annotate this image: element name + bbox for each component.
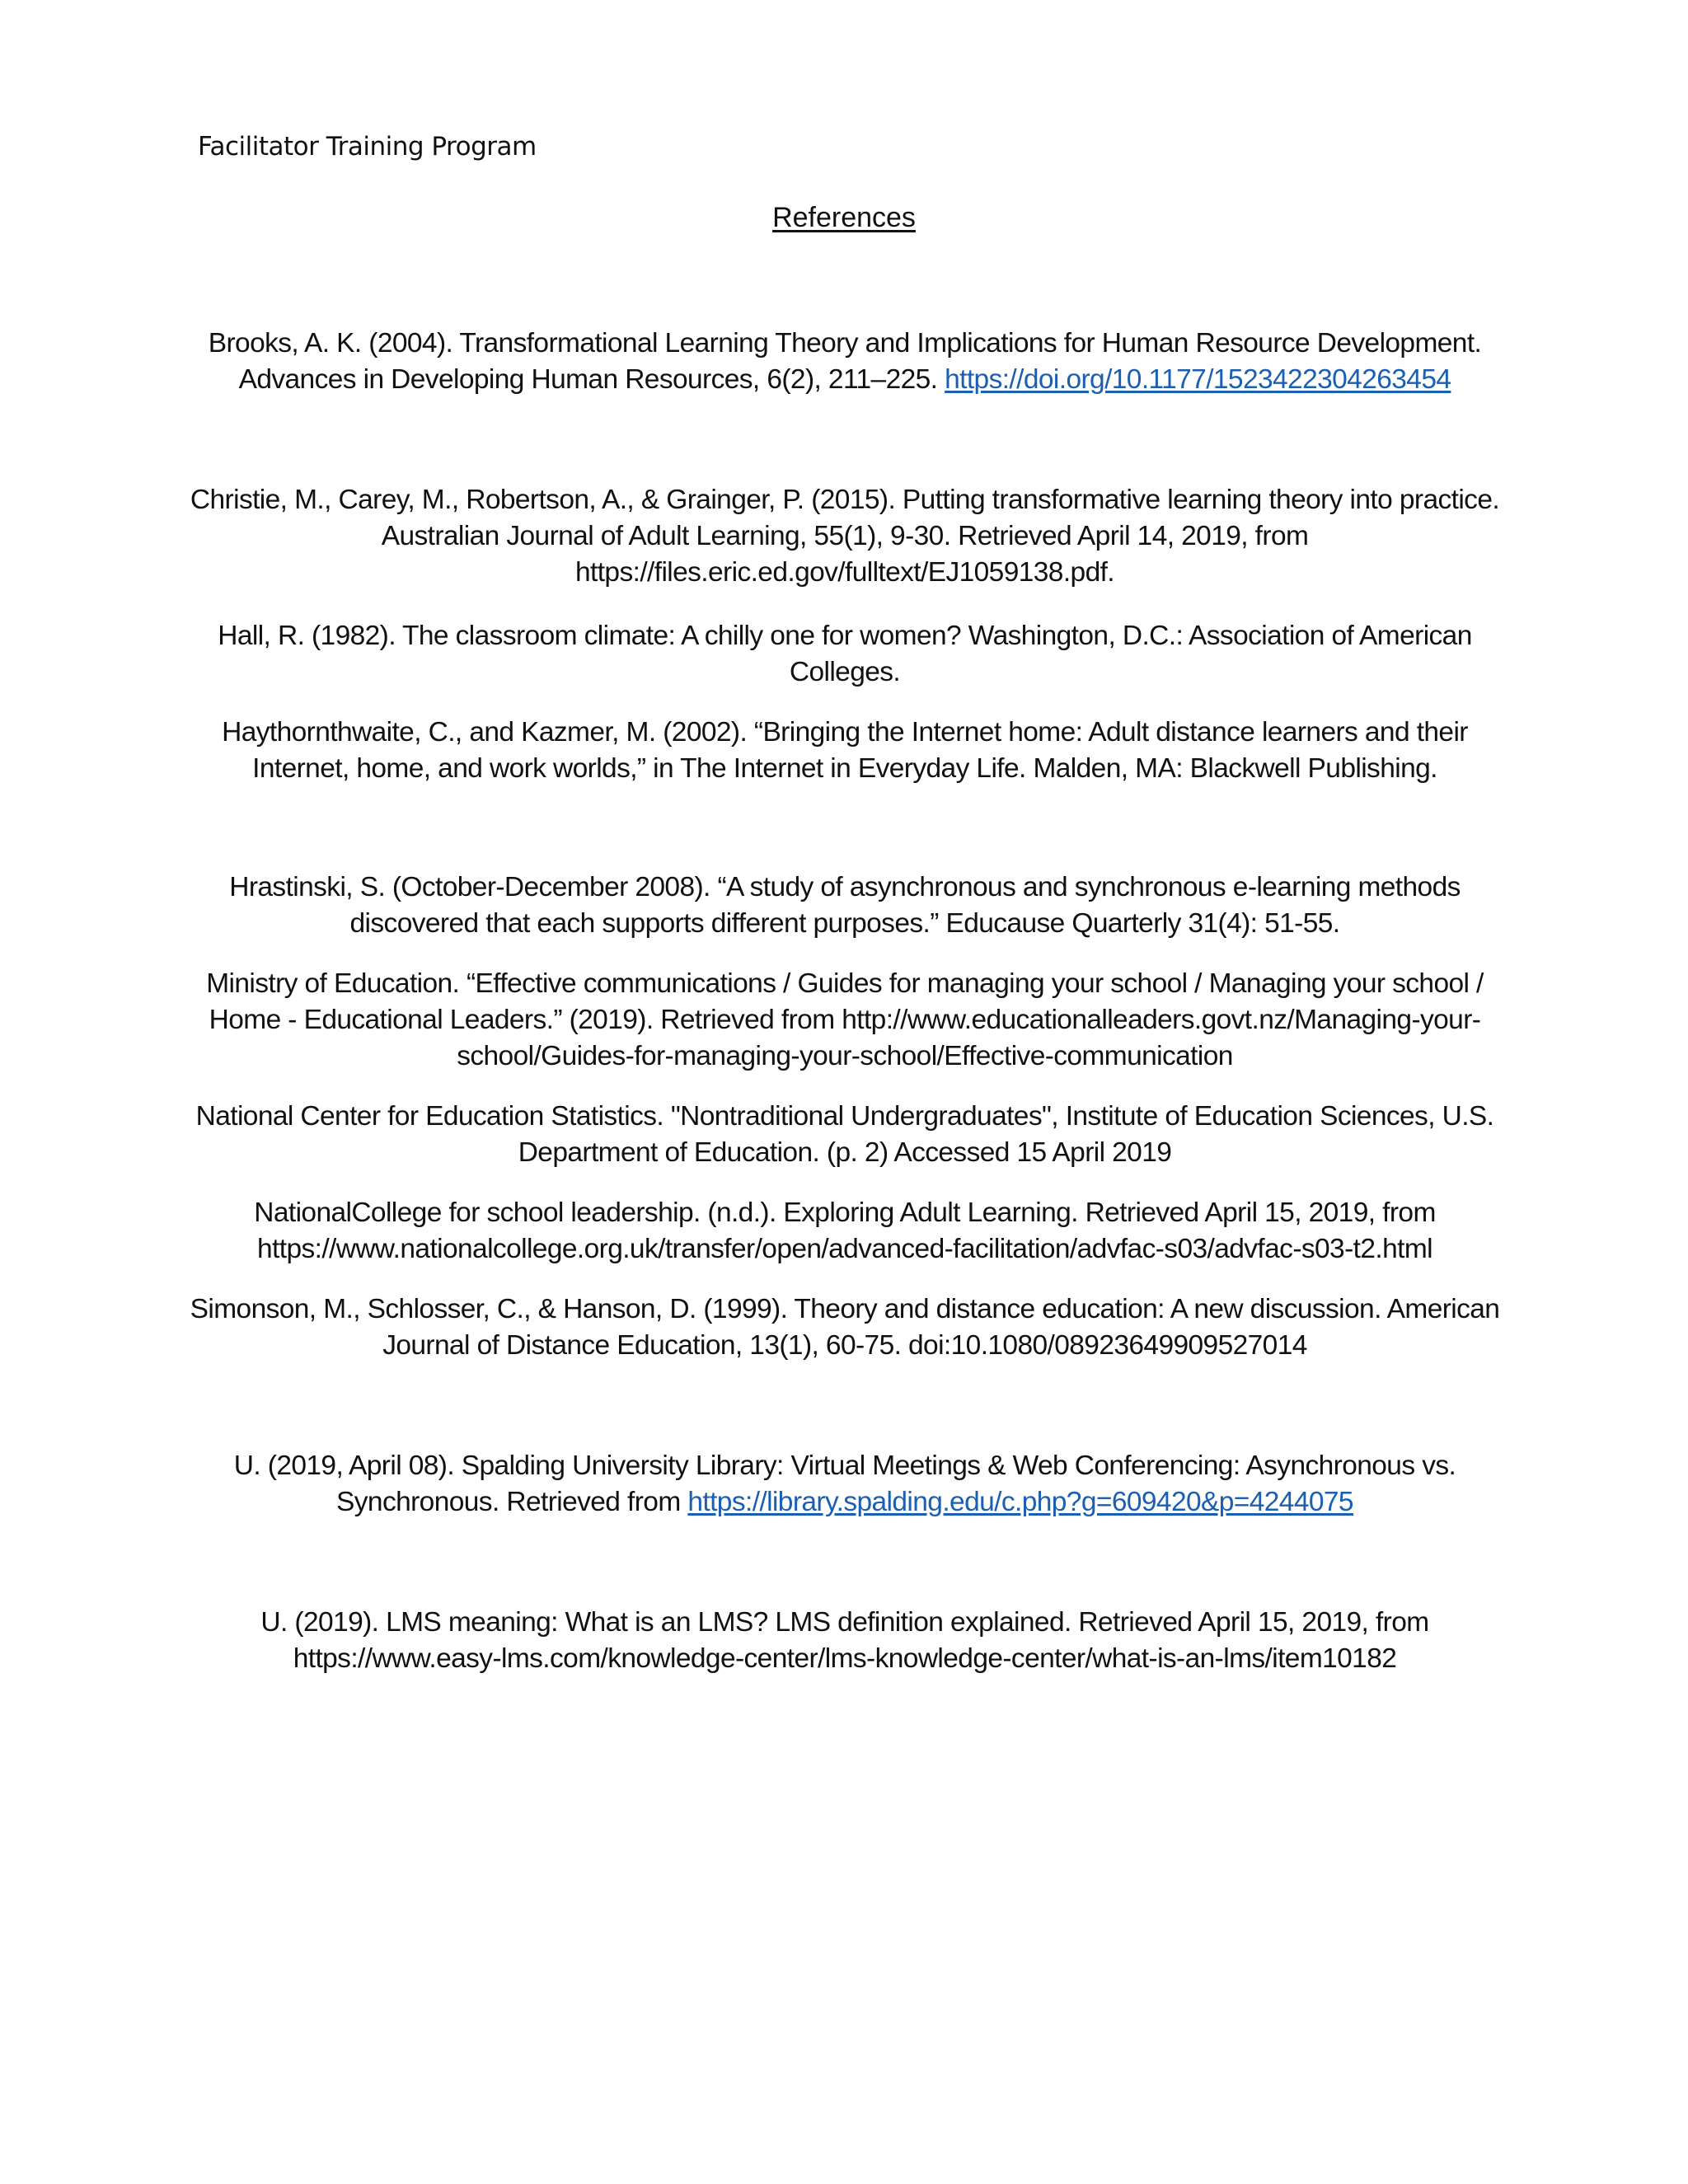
reference-item [190, 482, 1500, 591]
reference-link[interactable]: https://doi.org/10.1177/1523422304263454 [945, 364, 1451, 395]
reference-link[interactable]: https://library.spalding.edu/c.php?g=609420&p=4244075 [687, 1487, 1353, 1517]
page-title: References [772, 202, 916, 233]
reference-item [190, 1291, 1500, 1364]
reference-text: Haythornthwaite, C., and Kazmer, M. (2002). “Bringing the Internet home: Adult distance learners and their Internet, home, and work worlds,” in The Internet in Everyday Life. Malden, MA: Blackwell Publishing. [222, 717, 1468, 784]
reference-item [190, 869, 1500, 942]
page-header: Facilitator Training Program [198, 132, 537, 162]
reference-text: Hrastinski, S. (October-December 2008). “A study of asynchronous and synchronous e-learning methods discovered that each supports different purposes.” Educause Quarterly 31(4): 51-55. [229, 872, 1461, 939]
reference-item [190, 1605, 1500, 1677]
reference-text: Brooks, A. K. (2004). Transformational Learning Theory and Implications for Human Resource Development. Advances in Developing Human Resources, 6(2), 211–225. [208, 328, 1482, 395]
reference-text: Christie, M., Carey, M., Robertson, A., & Grainger, P. (2015). Putting transformative learning theory into practice. Australian Journal of Adult Learning, 55(1), 9-30. Retrieved April 14, 2019, from https://files.eric.ed.gov/fulltext/EJ1059138.pdf. [190, 485, 1500, 588]
reference-item [190, 1099, 1500, 1171]
reference-text: NationalCollege for school leadership. (n.d.). Exploring Adult Learning. Retrieved April 15, 2019, from https://www.nationalcollege.org.uk/transfer/open/advanced-facilitation/advfac-s03/advfac-s03-t2.html [254, 1197, 1436, 1264]
reference-text: National Center for Education Statistics. "Nontraditional Undergraduates", Institute of Education Sciences, U.S. Department of Education. (p. 2) Accessed 15 April 2019 [195, 1101, 1494, 1168]
reference-text: U. (2019). LMS meaning: What is an LMS? LMS definition explained. Retrieved April 15, 2019, from https://www.easy-lms.com/knowledge-center/lms-knowledge-center/what-is-an-lms/item10182 [260, 1607, 1429, 1674]
reference-text: U. (2019, April 08). Spalding University Library: Virtual Meetings & Web Conferencing: Asynchronous vs. Synchronous. Retrieved from [233, 1451, 1456, 1517]
reference-item [190, 715, 1500, 787]
reference-item [190, 966, 1500, 1075]
reference-item [190, 618, 1500, 691]
reference-item [190, 1195, 1500, 1268]
reference-text: Ministry of Education. “Effective communications / Guides for managing your school / Managing your school / Home - Educational Leaders.” (2019). Retrieved from http://www.educationalleaders.govt.nz/Managing-your-school/Guides-for-managing-your-school/Effective-communication [206, 968, 1484, 1071]
reference-text: Simonson, M., Schlosser, C., & Hanson, D. (1999). Theory and distance education: A new discussion. American Journal of Distance Education, 13(1), 60-75. doi:10.1080/08923649909527014 [190, 1294, 1500, 1361]
reference-item [190, 1448, 1500, 1521]
reference-item [190, 326, 1500, 398]
reference-text: Hall, R. (1982). The classroom climate: A chilly one for women? Washington, D.C.: Association of American Colleges. [218, 621, 1472, 687]
